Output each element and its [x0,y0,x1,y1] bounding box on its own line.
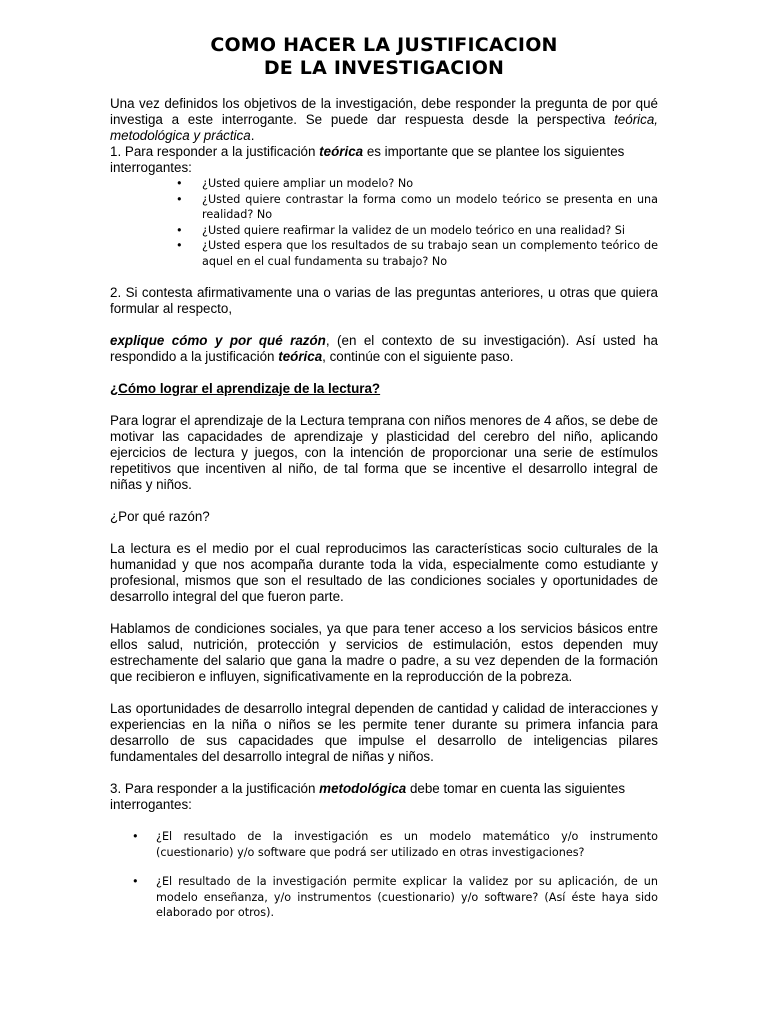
list-item [176,192,658,223]
point2-emphasis-1: explique cómo y por qué razón [110,333,326,348]
point3-after: debe tomar en cuenta las siguientes interrogantes: [110,781,626,812]
point3-before: 3. Para responder a la justificación [110,781,320,796]
point1-after: es importante que se plantee los siguientes interrogantes: [110,144,625,175]
point2-mid: , (en el contexto de su investigación). Así usted ha respondido a la justificación [110,333,658,364]
page-title [110,34,658,80]
question-razon: ¿Por qué razón? [110,509,210,524]
list-item-text: ¿Usted quiere contrastar la forma como un modelo teórico se presenta en una realidad? No [202,192,658,221]
point1-paragraph [110,144,658,176]
list-item-text: ¿Usted quiere reafirmar la validez de un modelo teórico en una realidad? Si [202,223,626,237]
list-item-text: ¿El resultado de la investigación es un modelo matemático y/o instrumento (cuestionario) y/o software que podrá ser utilizado en otras investigaciones? [156,830,658,859]
bullet-icon: • [132,830,139,843]
point1-emphasis: teórica [319,144,364,159]
section-heading: ¿Cómo lograr el aprendizaje de la lectura? [110,381,381,396]
intro-paragraph [110,96,658,144]
intro-italic: teórica, metodológica y práctica [110,112,658,143]
title-line-1: COMO HACER LA JUSTIFICACION [210,34,558,56]
title-line-2: DE LA INVESTIGACION [263,57,505,79]
list-item [176,238,658,269]
paragraph-condiciones: Hablamos de condiciones sociales, ya que para tener acceso a los servicios básicos entre ellos salud, nutrición, protección y servicios de estimulación, estos dependen muy estrechamente del salario que gana la madre o padre, a su vez dependen de la formación que recibieron e influyen, significativamente en la reproducción de la pobreza. [110,621,658,684]
list-item [176,223,658,239]
document-page [110,34,658,935]
point2-paragraph: 2. Si contesta afirmativamente una o varias de las preguntas anteriores, u otras que quiera formular al respecto, [110,285,658,316]
list-item [132,829,658,860]
paragraph-oportunidades: Las oportunidades de desarrollo integral dependen de cantidad y calidad de interacciones y experiencias en la niña o niños se les permite tener durante su primera infancia para desarrollo de sus capacidades que impulse el desarrollo de inteligencias pilares fundamentales del desarrollo integral de niñas y niños. [110,701,658,764]
intro-end: . [250,128,255,143]
intro-text: Una vez definidos los objetivos de la investigación, debe responder la pregunta de por qué investiga a este interrogante. Se puede dar respuesta desde la perspectiva [110,96,658,127]
point2-explain-paragraph [110,333,658,365]
list-item [176,176,658,192]
list-item-text: ¿Usted espera que los resultados de su trabajo sean un complemento teórico de aquel en el cual fundamenta su trabajo? No [202,239,658,268]
bullet-icon: • [176,239,183,252]
point3-emphasis: metodológica [319,781,407,796]
paragraph-lectura: La lectura es el medio por el cual reproducimos las características socio culturales de la humanidad y que nos acompaña durante toda la vida, especialmente como estudiante y profesional, mismos que son el resultado de las condiciones sociales y oportunidades de desarrollo integral del que fueron parte. [110,541,658,604]
point1-before: 1. Para responder a la justificación [110,144,320,159]
list-item-text: ¿Usted quiere ampliar un modelo? No [202,177,414,190]
point3-paragraph [110,781,658,813]
theoretical-questions-list [110,176,658,269]
bullet-icon: • [176,192,183,206]
bullet-icon: • [176,223,183,237]
bullet-icon: • [132,875,139,888]
list-item-text: ¿El resultado de la investigación permite explicar la validez por su aplicación, de un modelo enseñanza, y/o instrumentos (cuestionario) y/o software? (Así éste haya sido elaborado por otros). [156,875,658,919]
list-item [132,874,658,921]
point2-emphasis-2: teórica [278,349,323,364]
bullet-icon: • [176,177,183,190]
point2-end: , continúe con el siguiente paso. [322,349,514,364]
methodological-questions-list [110,829,658,921]
paragraph-aprendizaje: Para lograr el aprendizaje de la Lectura temprana con niños menores de 4 años, se debe de motivar las capacidades de aprendizaje y plasticidad del cerebro del niño, aplicando ejercicios de lectura y juegos, con la intención de proporcionar una serie de estímulos repetitivos que incentiven al niño, de tal forma que se incentive el desarrollo integral de niñas y niños. [110,413,658,492]
